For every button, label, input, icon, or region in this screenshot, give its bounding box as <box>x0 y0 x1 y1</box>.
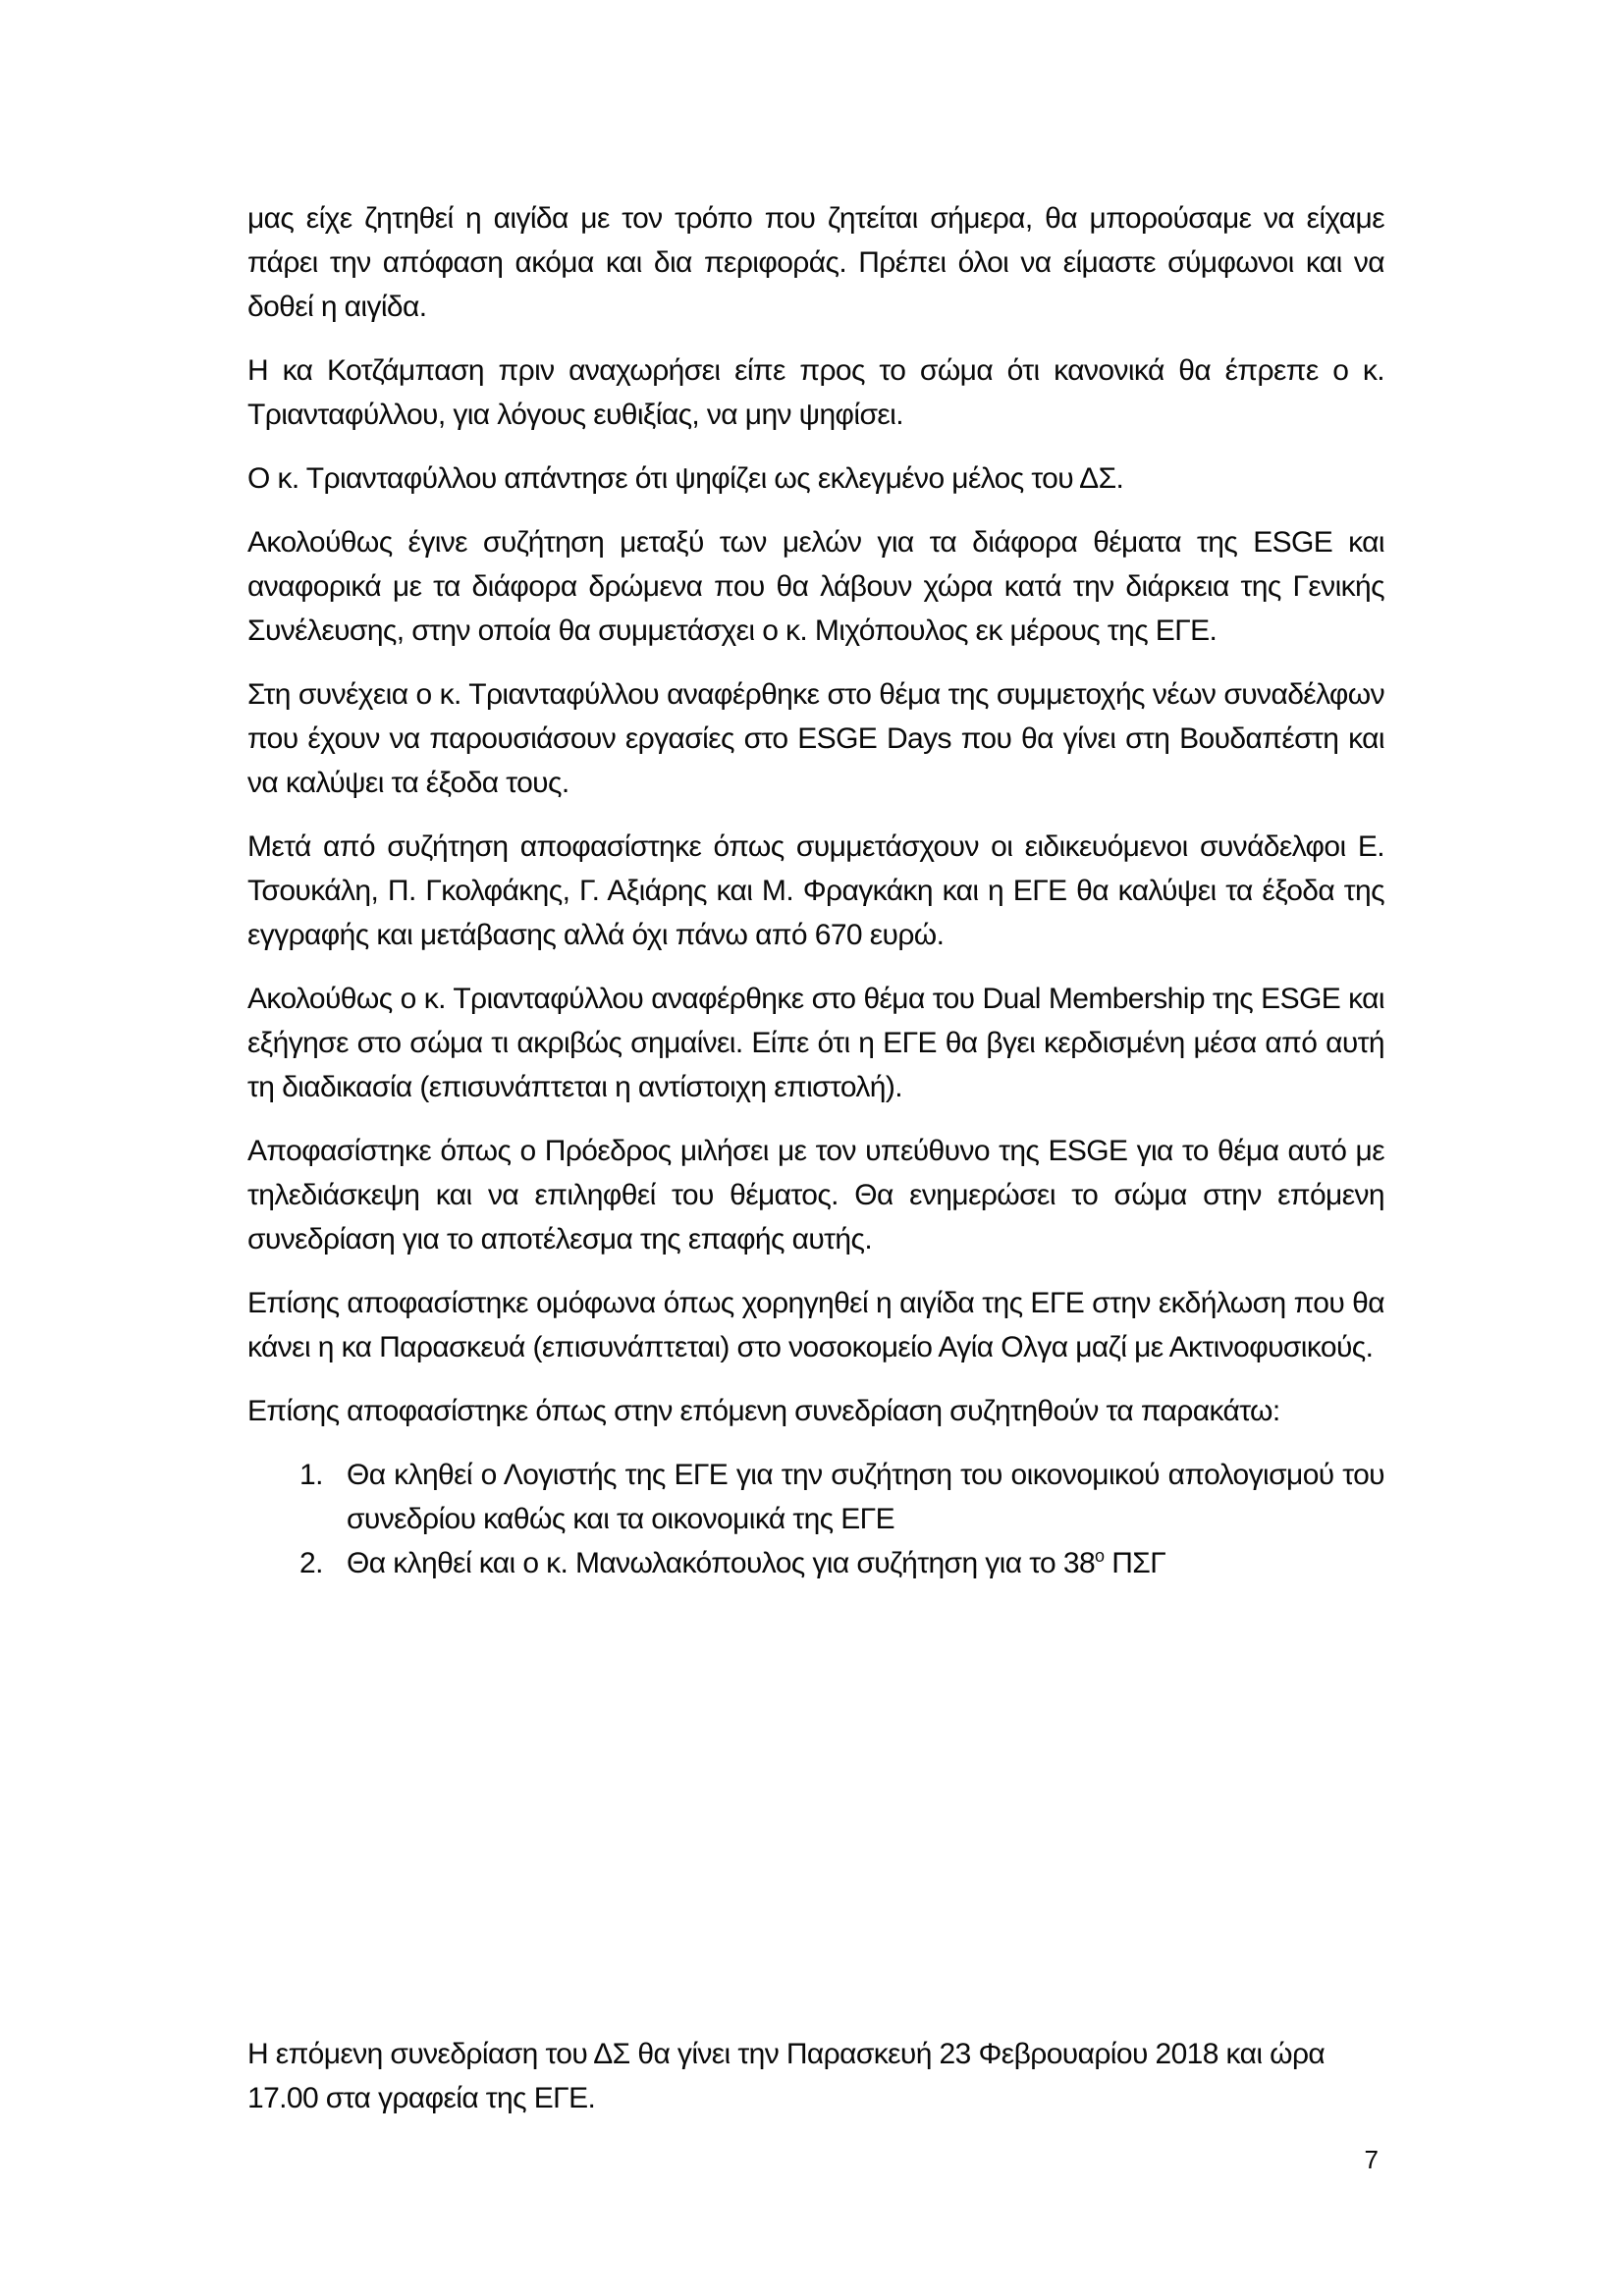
ordinal-superscript: ο <box>1095 1546 1105 1566</box>
list-item-number: 1. <box>299 1459 323 1491</box>
minutes-body <box>247 196 1384 1585</box>
closing-section <box>247 2032 1384 2120</box>
paragraph-esge-days: Στη συνέχεια ο κ. Τριανταφύλλου αναφέρθηκε στο θέμα της συμμετοχής νέων συναδέλφων που έχουν να παρουσιάσουν εργασίες στο ESGE Days που θα γίνει στη Βουδαπέστη και να καλύψει τα έξοδα τους. <box>247 678 1384 799</box>
list-item-text: Θα κληθεί ο Λογιστής της ΕΓΕ για την συζήτηση του οικονομικού απολογισμού του συνεδρίου καθώς και τα οικονομικά της ΕΓΕ <box>347 1459 1384 1535</box>
paragraph-next-meeting: Η επόμενη συνεδρίαση του ΔΣ θα γίνει την Παρασκευή 23 Φεβρουαρίου 2018 και ώρα 17.00 στα γραφεία της ΕΓΕ. <box>247 2038 1326 2114</box>
paragraph-triantafyllou-reply: Ο κ. Τριανταφύλλου απάντησε ότι ψηφίζει ως εκλεγμένο μέλος του ΔΣ. <box>247 462 1124 495</box>
paragraph-kotzampasi-remark: Η κα Κοτζάμπαση πριν αναχωρήσει είπε προς το σώμα ότι κανονικά θα έπρεπε ο κ. Τριανταφύλλου, για λόγους ευθιξίας, να μην ψηφίσει. <box>247 354 1384 431</box>
page-number: 7 <box>1364 2145 1379 2174</box>
paragraph-dual-membership: Ακολούθως ο κ. Τριανταφύλλου αναφέρθηκε στο θέμα του Dual Membership της ESGE και εξήγησε στο σώμα τι ακριβώς σημαίνει. Είπε ότι η ΕΓΕ θα βγει κερδισμένη μέσα από αυτή τη διαδικασία (επισυνάπτεται η αντίστοιχη επιστολή). <box>247 983 1384 1103</box>
paragraph-trainees-decision: Μετά από συζήτηση αποφασίστηκε όπως συμμετάσχουν οι ειδικευόμενοι συνάδελφοι Ε. Τσουκάλη, Π. Γκολφάκης, Γ. Αξιάρης και Μ. Φραγκάκη και η ΕΓΕ θα καλύψει τα έξοδα της εγγραφής και μετάβασης αλλά όχι πάνω από 670 ευρώ. <box>247 830 1384 951</box>
paragraph-president-teleconference: Αποφασίστηκε όπως ο Πρόεδρος μιλήσει με τον υπεύθυνο της ESGE για το θέμα αυτό με τηλεδιάσκεψη και να επιληφθεί του θέματος. Θα ενημερώσει το σώμα στην επόμενη συνεδρίαση για το αποτέλεσμα της επαφής αυτής. <box>247 1135 1384 1255</box>
list-item-text: Θα κληθεί και ο κ. Μανωλακόπουλος για συζήτηση για το 38 <box>347 1547 1096 1579</box>
paragraph-esge-discussion: Ακολούθως έγινε συζήτηση μεταξύ των μελών για τα διάφορα θέματα της ESGE και αναφορικά με τα διάφορα δρώμενα που θα λάβουν χώρα κατά την διάρκεια της Γενικής Συνέλευσης, στην οποία θα συμμετάσχει ο κ. Μιχόπουλος εκ μέρους της ΕΓΕ. <box>247 526 1384 647</box>
paragraph-aegis-request: μας είχε ζητηθεί η αιγίδα με τον τρόπο που ζητείται σήμερα, θα μπορούσαμε να είχαμε πάρει την απόφαση ακόμα και δια περιφοράς. Πρέπει όλοι να είμαστε σύμφωνοι και να δοθεί η αιγίδα. <box>247 202 1384 323</box>
paragraph-next-agenda-intro: Επίσης αποφασίστηκε όπως στην επόμενη συνεδρίαση συζητηθούν τα παρακάτω: <box>247 1395 1280 1427</box>
list-item <box>247 1453 1384 1541</box>
list-item-suffix: ΠΣΓ <box>1104 1547 1166 1579</box>
list-item-number: 2. <box>299 1547 323 1579</box>
list-item <box>247 1541 1384 1585</box>
paragraph-aegis-event: Επίσης αποφασίστηκε ομόφωνα όπως χορηγηθεί η αιγίδα της ΕΓΕ στην εκδήλωση που θα κάνει η κα Παρασκευά (επισυνάπτεται) στο νοσοκομείο Αγία Ολγα μαζί με Ακτινοφυσικούς. <box>247 1287 1384 1363</box>
agenda-list <box>247 1453 1384 1585</box>
